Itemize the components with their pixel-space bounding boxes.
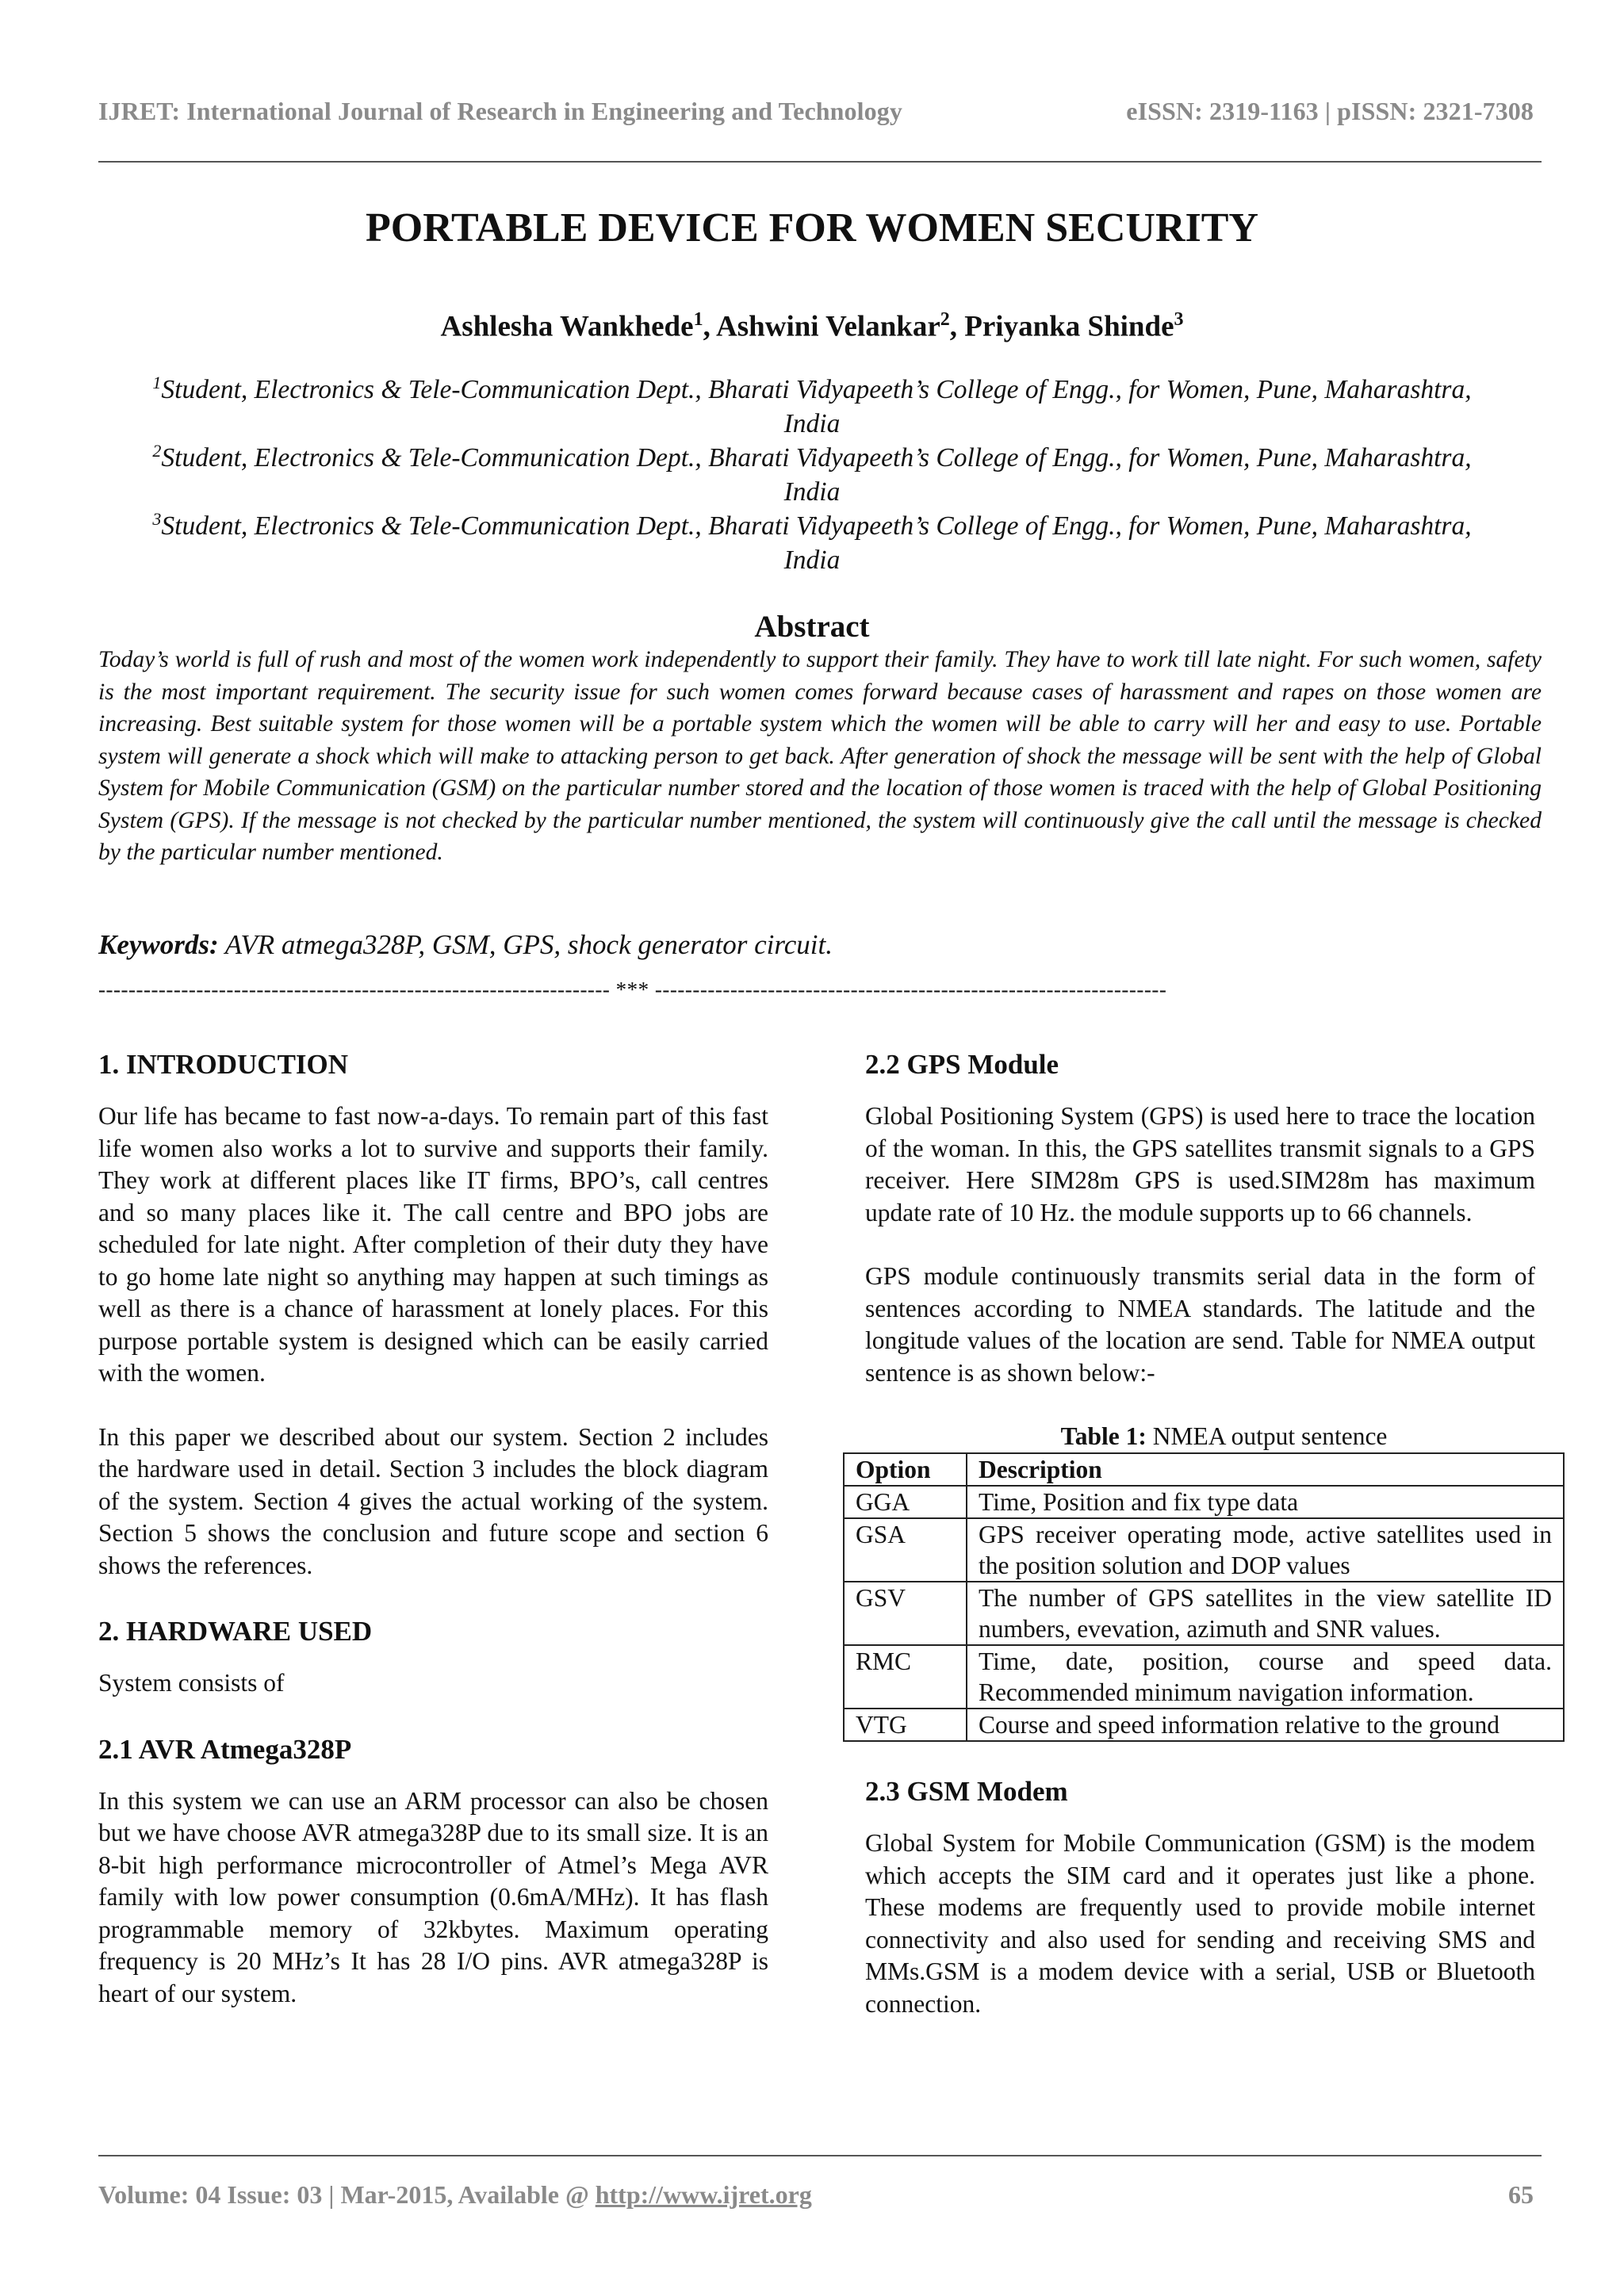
table-cell-option: GSV — [844, 1582, 967, 1645]
table-header-cell: Option — [844, 1453, 967, 1486]
keywords-line — [98, 929, 1542, 961]
left-column — [98, 1047, 768, 2010]
footer-volume: Volume: 04 Issue: 03 | Mar-2015, Available @ — [98, 2180, 596, 2209]
abstract-body: Today’s world is full of rush and most of the women work independently to support their family. They have to work till late night. For such women, safety is the most important requirement. The security issue for such women comes forward because cases of harassment and rapes on those women are increasing. Best suitable system for those women will be a portable system which the women will be able to carry will her and easy to use. Portable system will generate a shock which will make to attacking person to get back. After generation of shock the message will be sent with the help of Global System for Mobile Communication (GSM) on the particular number stored and the location of those women is traced with the help of Global Positioning System (GPS). If the message is not checked by the particular number mentioned, the system will continuously give the call until the message is checked by the particular number mentioned. — [98, 647, 1542, 865]
affiliation-text: Student, Electronics & Tele-Communication Dept., Bharati Vidyapeeth’s College of Engg., for Women, Pune, Maharashtra, India — [161, 375, 1472, 439]
table-cell-option: GSA — [844, 1518, 967, 1582]
paragraph: Global Positioning System (GPS) is used here to trace the location of the woman. In this, the GPS satellites transmit signals to a GPS receiver. Here SIM28m GPS is used.SIM28m has maximum update rate of 10 Hz. the module supports up to 66 channels. — [865, 1102, 1535, 1226]
affiliation-text: Student, Electronics & Tele-Communication Dept., Bharati Vidyapeeth’s College of Engg., for Women, Pune, Maharashtra, India — [161, 443, 1472, 507]
page-number: 65 — [1508, 2180, 1534, 2209]
author-name: Priyanka Shinde — [964, 310, 1174, 343]
author-line: Ashlesha Wankhede$^1$, Ashwini Velankar$^2$, Priyanka Shinde$^3$ — [440, 309, 1184, 343]
author-mark: 2 — [940, 309, 950, 330]
author-mark: 1 — [693, 309, 703, 330]
table-cell-option: GGA — [844, 1486, 967, 1518]
table-cell-description: Time, Position and fix type data — [967, 1486, 1564, 1518]
section-heading-avr: 2.1 AVR Atmega328P — [98, 1733, 352, 1765]
affiliation — [135, 434, 1489, 509]
page-footer — [98, 2180, 1534, 2217]
table-caption — [865, 1421, 1583, 1452]
affiliation-mark: 2 — [152, 441, 162, 461]
abstract-heading: Abstract — [754, 610, 870, 644]
paragraph: System consists of — [98, 1669, 285, 1697]
paragraph: Global System for Mobile Communication (GSM) is the modem which accepts the SIM card and it operates just like a phone. These modems are frequently used to provide mobile internet connectivity and also used for sending and receiving SMS and MMs.GSM is a modem device with a serial, USB or Bluetooth connection. — [865, 1829, 1535, 2018]
table-caption-label: Table 1: — [1060, 1422, 1147, 1450]
paragraph: In this paper we described about our system. Section 2 includes the hardware used in detail. Section 3 includes the block diagram of the system. Section 4 gives the actual working of the system. Section 5 shows the conclusion and future scope and section 6 shows the references. — [98, 1422, 768, 1579]
footer-rule — [98, 2155, 1542, 2156]
affiliation-mark: 3 — [152, 509, 162, 529]
affiliation — [135, 365, 1489, 441]
author-name: Ashlesha Wankhede — [440, 310, 694, 343]
author-mark: 3 — [1174, 309, 1184, 330]
section-heading-hardware: 2. HARDWARE USED — [98, 1616, 373, 1647]
header-rule — [98, 161, 1542, 163]
affiliation-mark: 1 — [152, 373, 162, 392]
paper-title: PORTABLE DEVICE FOR WOMEN SECURITY — [366, 205, 1258, 251]
table-cell-option: RMC — [844, 1645, 967, 1709]
section-heading-gsm: 2.3 GSM Modem — [865, 1776, 1068, 1807]
keywords-text: AVR atmega328P, GSM, GPS, shock generator circuit. — [218, 929, 833, 960]
affiliation-text: Student, Electronics & Tele-Communication Dept., Bharati Vidyapeeth’s College of Engg., for Women, Pune, Maharashtra, India — [161, 511, 1472, 576]
table-row — [844, 1645, 1564, 1709]
table-cell-option: VTG — [844, 1709, 967, 1741]
section-heading-introduction: 1. INTRODUCTION — [98, 1049, 349, 1080]
journal-link[interactable]: http://www.ijret.org — [595, 2180, 812, 2209]
table-row — [844, 1582, 1564, 1645]
paragraph: In this system we can use an ARM processor can also be chosen but we have choose AVR atmega328P due to its small size. It is an 8-bit high performance microcontroller of Atmel’s Mega AVR family with low power consumption (0.6mA/MHz). It has flash programmable memory of 32kbytes. Maximum operating frequency is 20 MHz’s It has 28 I/O pins. AVR atmega328P is heart of our system. — [98, 1786, 768, 2007]
table-row — [844, 1709, 1564, 1741]
section-separator: -------------------------------------------------------------------- *** -------------------------------------------------------------------- — [98, 978, 1167, 1001]
affiliation — [135, 502, 1489, 577]
table-header-row — [844, 1453, 1564, 1486]
table-header-cell: Description — [967, 1453, 1564, 1486]
running-header — [98, 97, 1534, 136]
right-column — [856, 1047, 1552, 2020]
footer-volume-line — [98, 2180, 812, 2210]
paragraph: Our life has became to fast now-a-days. To remain part of this fast life women also works a lot to survive and supports their family. They work at different places like IT firms, BPO’s, call centres and so many places like it. The call centre and BPO jobs are scheduled for late night. After completion of their duty they have to go home late night so anything may happen at such timings as well as there is a chance of harassment at lonely places. For this purpose portable system is designed which can be easily carried with the women. — [98, 1102, 768, 1387]
issn-numbers: eISSN: 2319-1163 | pISSN: 2321-7308 — [1126, 97, 1534, 125]
section-heading-gps: 2.2 GPS Module — [865, 1049, 1059, 1080]
table-cell-description: Course and speed information relative to the ground — [967, 1709, 1564, 1741]
table-cell-description: Time, date, position, course and speed data. Recommended minimum navigation information. — [967, 1645, 1564, 1709]
table-row — [844, 1518, 1564, 1582]
journal-name: IJRET: International Journal of Research in Engineering and Technology — [98, 97, 902, 125]
table-cell-description: GPS receiver operating mode, active satellites used in the position solution and DOP values — [967, 1518, 1564, 1582]
table-caption-text: NMEA output sentence — [1146, 1422, 1388, 1450]
keywords-label: Keywords: — [98, 929, 219, 960]
table-cell-description: The number of GPS satellites in the view satellite ID numbers, evevation, azimuth and SNR values. — [967, 1582, 1564, 1645]
paragraph: GPS module continuously transmits serial data in the form of sentences according to NMEA standards. The latitude and the longitude values of the location are send. Table for NMEA output sentence is as shown below:- — [865, 1262, 1535, 1387]
author-name: Ashwini Velankar — [716, 310, 940, 343]
table-row — [844, 1486, 1564, 1518]
nmea-table — [843, 1452, 1565, 1742]
